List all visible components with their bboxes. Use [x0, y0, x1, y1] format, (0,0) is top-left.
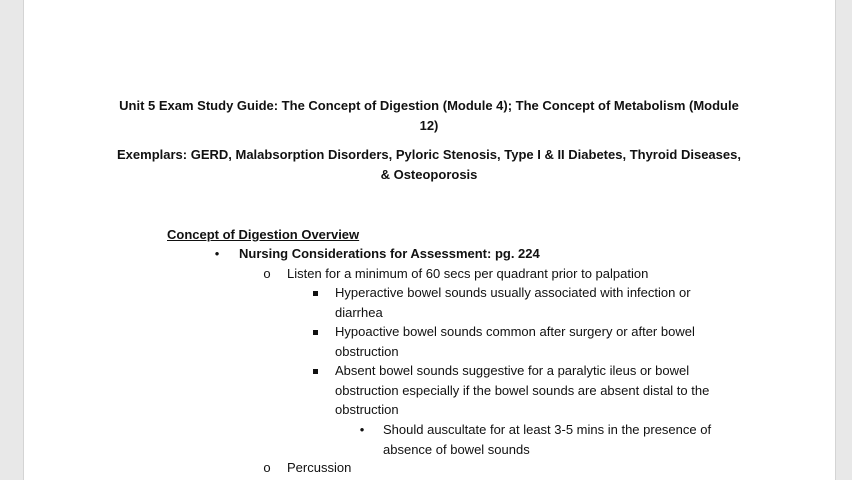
- list-item-level3: Hyperactive bowel sounds usually associated with infection or diarrhea: [335, 285, 691, 320]
- circle-bullet-marker: o: [263, 460, 271, 475]
- square-bullet-marker: [308, 283, 322, 303]
- document-title: Unit 5 Exam Study Guide: The Concept of Digestion (Module 4); The Concept of Metabolism (Module 12): [119, 98, 739, 133]
- list-item-level2: Percussion: [287, 460, 352, 475]
- exemplars-line: Exemplars: GERD, Malabsorption Disorders, Pyloric Stenosis, Type I & II Diabetes, Thyroid Diseases, & Osteoporosis: [117, 147, 741, 182]
- bullet-marker: •: [359, 422, 365, 437]
- circle-bullet-marker: o: [263, 266, 271, 281]
- list-item-level1: Nursing Considerations for Assessment: pg. 224: [239, 246, 540, 261]
- square-bullet-marker: [308, 322, 322, 342]
- square-bullet-marker: [308, 361, 322, 381]
- bullet-marker: •: [214, 246, 220, 261]
- list-item-level4: Should auscultate for at least 3-5 mins in the presence of absence of bowel sounds: [383, 422, 712, 457]
- list-item-level2: Listen for a minimum of 60 secs per quadrant prior to palpation: [287, 266, 649, 281]
- list-item-level3: Hypoactive bowel sounds common after surgery or after bowel obstruction: [335, 324, 695, 359]
- section-heading: Concept of Digestion Overview: [167, 227, 360, 242]
- document-page: [23, 0, 836, 480]
- list-item-level3: Absent bowel sounds suggestive for a paralytic ileus or bowel obstruction especially if the bowel sounds are absent distal to the obstruction: [335, 363, 710, 417]
